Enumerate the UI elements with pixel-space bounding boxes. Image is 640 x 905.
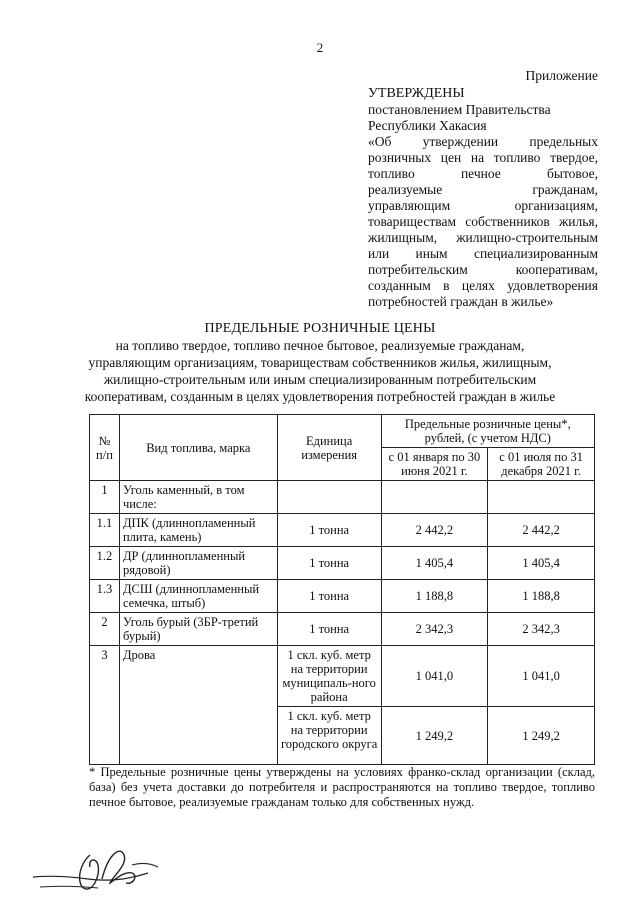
table-row	[90, 646, 595, 707]
title-line: управляющим организациям, товариществам собственников жилья, жилищным,	[88, 355, 552, 370]
appendix-label: Приложение	[525, 68, 598, 83]
approval-line: созданным в целях удовлетворения	[368, 278, 598, 293]
row-unit: 1 тонна	[277, 613, 381, 646]
approval-line: реализуемые гражданам,	[368, 182, 598, 197]
row-num: 1.2	[90, 547, 120, 580]
row-num: 3	[90, 646, 120, 765]
row-price-2: 2 442,2	[488, 514, 595, 547]
row-num: 1	[90, 481, 120, 514]
row-num: 2	[90, 613, 120, 646]
row-unit	[277, 481, 381, 514]
header-num: № п/п	[90, 415, 120, 481]
row-price-2: 2 342,3	[488, 613, 595, 646]
table-row	[90, 580, 595, 613]
row-price-2: 1 041,0	[488, 646, 595, 707]
row-price-1: 1 405,4	[381, 547, 488, 580]
title-line: на топливо твердое, топливо печное бытовое, реализуемые гражданам,	[115, 338, 525, 353]
page-number: 2	[316, 40, 324, 55]
approval-block	[368, 86, 598, 310]
header-unit: Единица измерения	[277, 415, 381, 481]
header-period-1: с 01 января по 30 июня 2021 г.	[381, 448, 488, 481]
table-row	[90, 481, 595, 514]
row-unit: 1 скл. куб. метр на территории муниципаль-ного района	[277, 646, 381, 707]
row-price-1: 1 041,0	[381, 646, 488, 707]
document-title	[50, 320, 590, 405]
table-row	[90, 514, 595, 547]
title-line: кооперативам, созданным в целях удовлетворения потребностей граждан в жилье	[84, 389, 556, 404]
row-price-1: 2 442,2	[381, 514, 488, 547]
row-fuel: Уголь каменный, в том числе:	[119, 481, 277, 514]
table-row	[90, 547, 595, 580]
signature	[28, 835, 178, 897]
row-price-1: 2 342,3	[381, 613, 488, 646]
title-main: ПРЕДЕЛЬНЫЕ РОЗНИЧНЫЕ ЦЕНЫ	[204, 321, 436, 336]
header-fuel: Вид топлива, марка	[119, 415, 277, 481]
row-price-1: 1 188,8	[381, 580, 488, 613]
row-fuel: ДСШ (длиннопламенный семечка, штыб)	[119, 580, 277, 613]
row-fuel: ДР (длиннопламенный рядовой)	[119, 547, 277, 580]
row-unit: 1 тонна	[277, 514, 381, 547]
row-num: 1.1	[90, 514, 120, 547]
approval-line: постановлением Правительства	[368, 102, 551, 117]
row-unit: 1 тонна	[277, 580, 381, 613]
approval-line: «Об утверждении предельных	[368, 134, 598, 149]
row-price-2: 1 249,2	[488, 707, 595, 765]
row-price-1: 1 249,2	[381, 707, 488, 765]
approval-heading: УТВЕРЖДЕНЫ	[368, 86, 465, 101]
footnote: * Предельные розничные цены утверждены на условиях франко-склад организации (склад, база) без учета доставки до потребителя и распространяются на топливо твердое, топливо печное бытовое, реализуемые гражданам только для собственных нужд.	[89, 765, 595, 809]
row-price-2: 1 405,4	[488, 547, 595, 580]
row-price-2: 1 188,8	[488, 580, 595, 613]
price-table	[89, 414, 595, 765]
row-fuel: Уголь бурый (3БР-третий бурый)	[119, 613, 277, 646]
approval-line: товариществам собственников жилья,	[368, 214, 598, 229]
approval-line: Республики Хакасия	[368, 118, 487, 133]
approval-line: потребностей граждан в жилье»	[368, 294, 554, 309]
approval-line: жилищным, жилищно-строительным	[368, 230, 598, 245]
row-price-2	[488, 481, 595, 514]
title-line: жилищно-строительным или иным специализированным потребительским	[103, 372, 537, 387]
approval-line: топливо печное бытовое,	[368, 166, 598, 181]
row-num: 1.3	[90, 580, 120, 613]
row-fuel: Дрова	[119, 646, 277, 765]
approval-line: или иным специализированным	[368, 246, 598, 261]
approval-line: потребительским кооперативам,	[368, 262, 598, 277]
row-unit: 1 тонна	[277, 547, 381, 580]
approval-line: розничных цен на топливо твердое,	[368, 150, 598, 165]
row-unit: 1 скл. куб. метр на территории городского округа	[277, 707, 381, 765]
approval-line: управляющим организациям,	[368, 198, 598, 213]
header-prices: Предельные розничные цены*, рублей, (с учетом НДС)	[381, 415, 594, 448]
table-row	[90, 613, 595, 646]
row-fuel: ДПК (длиннопламенный плита, камень)	[119, 514, 277, 547]
header-period-2: с 01 июля по 31 декабря 2021 г.	[488, 448, 595, 481]
row-price-1	[381, 481, 488, 514]
